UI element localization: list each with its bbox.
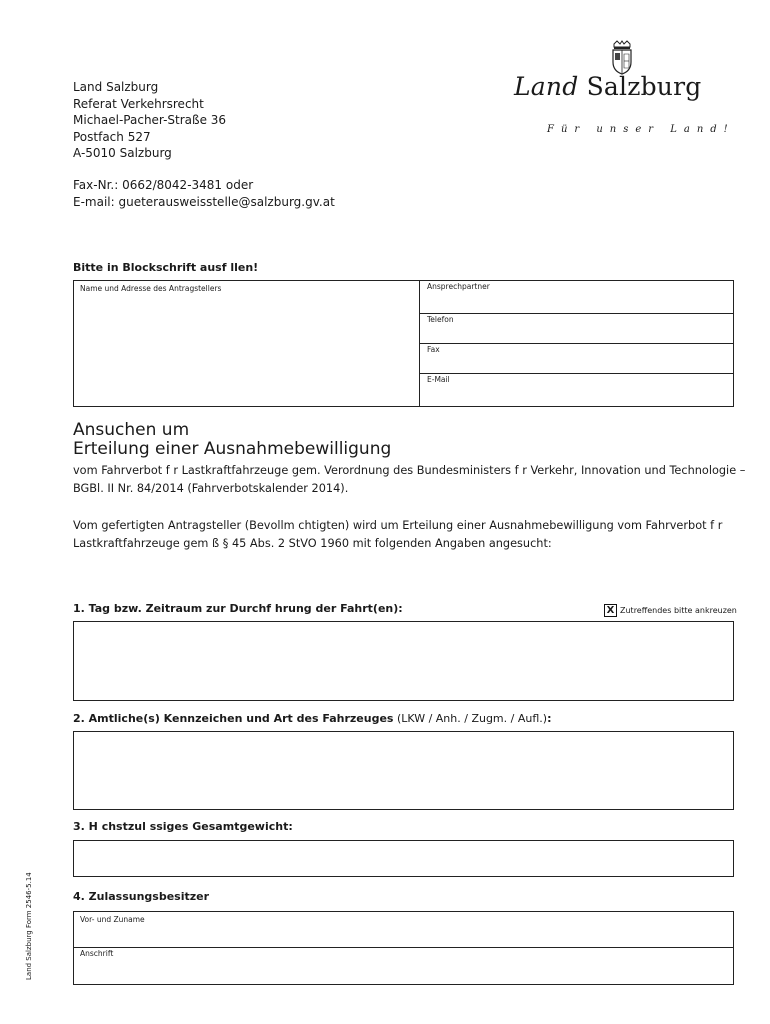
email-label: E-Mail	[427, 375, 450, 384]
contact-person-label: Ansprechpartner	[427, 282, 490, 291]
section-2-title: 2. Amtliche(s) Kennzeichen und Art des Fahrzeuges	[73, 712, 394, 725]
logo-tagline: Für unser Land!	[547, 124, 735, 135]
max-weight-field[interactable]	[73, 840, 734, 877]
applicant-box	[73, 280, 734, 407]
address-line: Referat Verkehrsrecht	[73, 96, 204, 111]
owner-address-field[interactable]	[78, 959, 728, 981]
section-2-vehicle-types: (LKW / Anh. / Zugm. / Aufl.)	[393, 712, 548, 725]
email-address: E-mail: gueterausweisstelle@salzburg.gv.at	[73, 195, 335, 209]
subtitle-line: BGBl. II Nr. 84/2014 (Fahrverbotskalender 2014).	[73, 482, 349, 495]
address-line: A-5010 Salzburg	[73, 146, 172, 160]
checkbox-hint-text: Zutreffendes bitte ankreuzen	[620, 606, 737, 615]
section-1-heading: 1. Tag bzw. Zeitraum zur Durchf hrung der Fahrt(en):	[73, 602, 403, 615]
email-field[interactable]	[424, 383, 730, 403]
block-letters-note: Bitte in Blockschrift ausf llen!	[73, 261, 259, 274]
checkbox-hint	[604, 604, 737, 617]
intro-line: Vom gefertigten Antragsteller (Bevollm chtigten) wird um Erteilung einer Ausnahmebewilligung vom Fahrverbot f r	[73, 519, 723, 532]
divider	[419, 373, 733, 374]
intro-text	[73, 517, 722, 553]
license-plate-field[interactable]	[73, 731, 734, 810]
contact-info	[73, 177, 335, 211]
section-4-heading: 4. Zulassungsbesitzer	[73, 890, 210, 903]
date-period-field[interactable]	[73, 621, 734, 701]
fax-label: Fax	[427, 345, 440, 354]
title-line: Erteilung einer Ausnahmebewilligung	[73, 439, 392, 459]
divider	[419, 313, 733, 314]
title-line: Ansuchen um	[73, 420, 190, 440]
subtitle	[73, 462, 745, 498]
intro-line: Lastkraftfahrzeuge gem ß § 45 Abs. 2 StVO 1960 mit folgenden Angaben angesucht:	[73, 537, 552, 550]
checkbox-example-icon: X	[604, 604, 617, 617]
owner-name-label: Vor- und Zuname	[80, 915, 145, 924]
subtitle-line: vom Fahrverbot f r Lastkraftfahrzeuge gem. Verordnung des Bundesministers f r Verkehr, Innovation und Technologie –	[73, 464, 746, 477]
coat-of-arms-icon	[608, 40, 636, 76]
fax-number: Fax-Nr.: 0662/8042-3481 oder	[73, 178, 254, 192]
owner-box	[73, 911, 734, 985]
logo-word-land: Land	[514, 72, 579, 101]
form-title	[73, 421, 391, 459]
address-line: Postfach 527	[73, 129, 151, 144]
applicant-name-label: Name und Adresse des Antragstellers	[80, 284, 222, 293]
applicant-name-field[interactable]	[78, 295, 416, 403]
divider	[419, 343, 733, 344]
section-3-heading: 3. H chstzul ssiges Gesamtgewicht:	[73, 820, 293, 833]
owner-name-field[interactable]	[78, 925, 728, 945]
phone-field[interactable]	[424, 323, 730, 341]
section-2-colon: :	[547, 712, 552, 725]
address-line: Land Salzburg	[73, 80, 159, 94]
section-2-heading	[73, 712, 551, 725]
sender-address	[73, 79, 226, 162]
phone-label: Telefon	[427, 315, 454, 324]
contact-person-field[interactable]	[424, 291, 730, 311]
owner-address-label: Anschrift	[80, 949, 114, 958]
address-line: Michael-Pacher-Straße 36	[73, 113, 227, 127]
fax-field[interactable]	[424, 353, 730, 371]
divider	[74, 947, 733, 948]
form-number: Land Salzburg Form 2546-5.14	[25, 872, 33, 980]
logo-word-salzburg: Salzburg	[578, 72, 702, 101]
logo-wordmark	[514, 72, 701, 101]
